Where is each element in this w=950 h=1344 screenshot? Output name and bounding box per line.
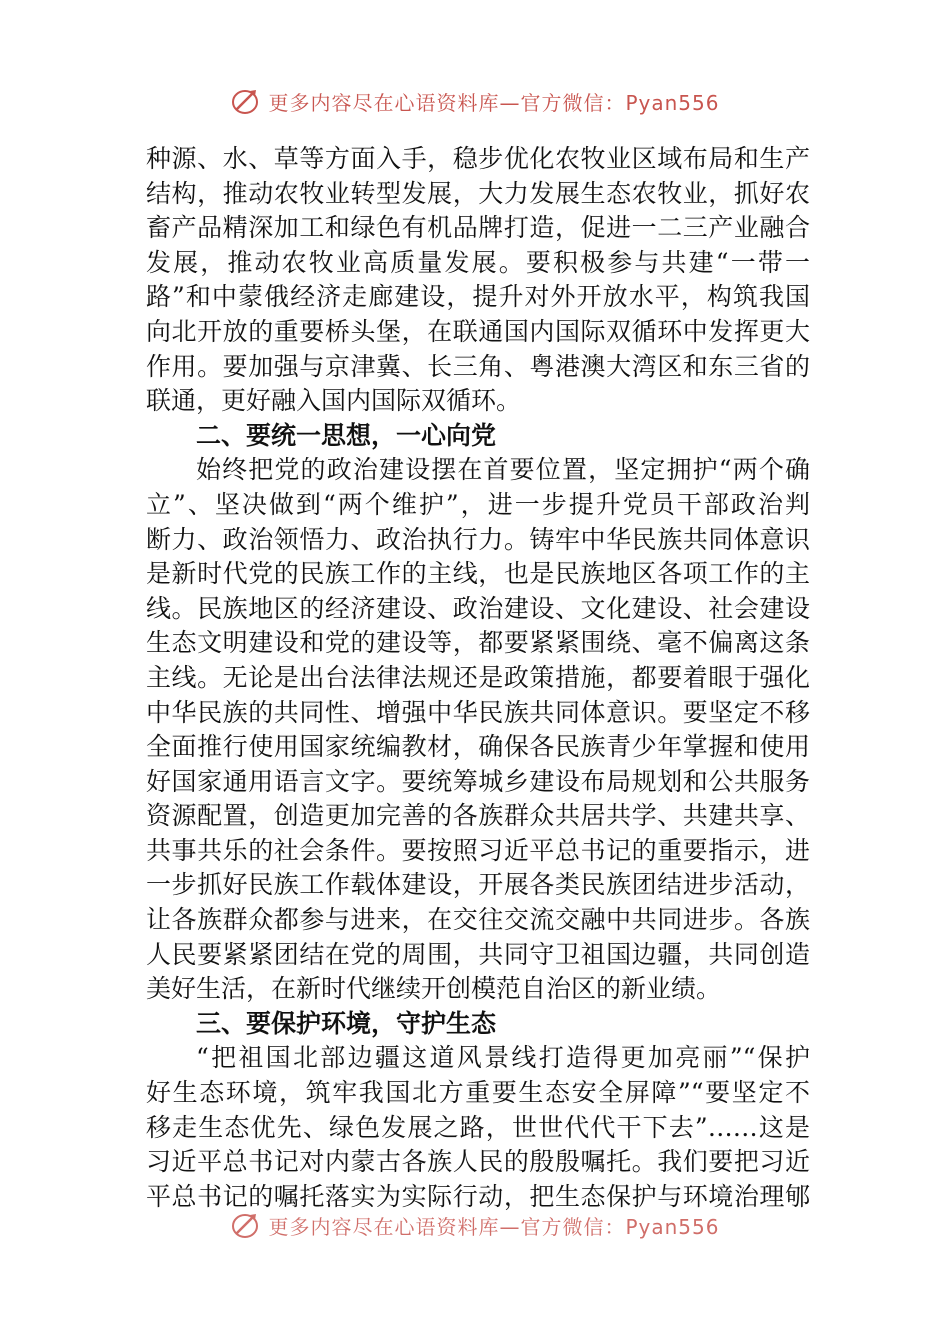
text-line: 线。民族地区的经济建设、政治建设、文化建设、社会建设	[146, 593, 810, 623]
watermark-text: 更多内容尽在心语资料库—官方微信：Pyan556	[268, 1214, 720, 1239]
text-line: 联通，更好融入国内国际双循环。	[146, 386, 522, 416]
text-line: 发展，推动农牧业高质量发展。要积极参与共建“一带一	[146, 247, 810, 277]
pen-logo-icon	[230, 1210, 260, 1240]
text-line: 移走生态优先、绿色发展之路，世世代代干下去”……这是	[146, 1112, 810, 1142]
paragraph-3	[146, 1041, 810, 1214]
watermark-footer	[0, 1210, 950, 1240]
text-line: 生态文明建设和党的建设等，都要紧紧围绕、毫不偏离这条	[146, 628, 810, 658]
text-line: 好生态环境，筑牢我国北方重要生态安全屏障”“要坚定不	[146, 1078, 810, 1108]
text-line: 畜产品精深加工和绿色有机品牌打造，促进一二三产业融合	[146, 213, 810, 243]
text-line: 路”和中蒙俄经济走廊建设，提升对外开放水平，构筑我国	[146, 282, 810, 312]
text-line: “把祖国北部边疆这道风景线打造得更加亮丽”“保护	[196, 1043, 810, 1073]
paragraph-1	[146, 142, 810, 419]
text-line: 一步抓好民族工作载体建设，开展各类民族团结进步活动，	[146, 870, 810, 900]
section-heading-3: 三、要保护环境，守护生态	[196, 1008, 497, 1038]
text-line: 平总书记的嘱托落实为实际行动，把生态保护与环境治理郇	[146, 1181, 810, 1211]
text-line: 习近平总书记对内蒙古各族人民的殷殷嘱托。我们要把习近	[146, 1147, 810, 1177]
watermark-text: 更多内容尽在心语资料库—官方微信：Pyan556	[268, 90, 720, 115]
text-line: 向北开放的重要桥头堡，在联通国内国际双循环中发挥更大	[146, 316, 810, 346]
text-line: 立”、坚决做到“两个维护”，进一步提升党员干部政治判	[146, 489, 810, 519]
text-line: 种源、水、草等方面入手，稳步优化农牧业区域布局和生产	[146, 144, 810, 173]
pen-logo-icon	[230, 86, 260, 116]
text-line: 共事共乐的社会条件。要按照习近平总书记的重要指示，进	[146, 835, 810, 865]
text-line: 全面推行使用国家统编教材，确保各民族青少年掌握和使用	[146, 732, 810, 762]
text-line: 好国家通用语言文字。要统筹城乡建设布局规划和公共服务	[146, 766, 810, 796]
text-line: 结构，推动农牧业转型发展，大力发展生态农牧业，抓好农	[146, 178, 810, 208]
section-heading-2: 二、要统一思想，一心向党	[196, 420, 497, 450]
text-line: 作用。要加强与京津冀、长三角、粤港澳大湾区和东三省的	[146, 351, 810, 381]
text-line: 是新时代党的民族工作的主线，也是民族地区各项工作的主	[146, 559, 810, 589]
text-line: 中华民族的共同性、增强中华民族共同体意识。要坚定不移	[146, 697, 810, 727]
text-line: 主线。无论是出台法律法规还是政策措施，都要着眼于强化	[146, 662, 810, 692]
text-line: 让各族群众都参与进来，在交往交流交融中共同进步。各族	[146, 905, 810, 935]
document-body	[146, 142, 810, 1214]
text-line: 人民要紧紧团结在党的周围，共同守卫祖国边疆，共同创造	[146, 939, 810, 969]
watermark-header	[0, 86, 950, 116]
text-line: 资源配置，创造更加完善的各族群众共居共学、共建共享、	[146, 801, 810, 831]
paragraph-2	[146, 453, 810, 1007]
text-line: 美好生活，在新时代继续开创模范自治区的新业绩。	[146, 974, 722, 1004]
text-line: 断力、政治领悟力、政治执行力。铸牢中华民族共同体意识	[146, 524, 810, 554]
text-line: 始终把党的政治建设摆在首要位置，坚定拥护“两个确	[196, 455, 810, 485]
